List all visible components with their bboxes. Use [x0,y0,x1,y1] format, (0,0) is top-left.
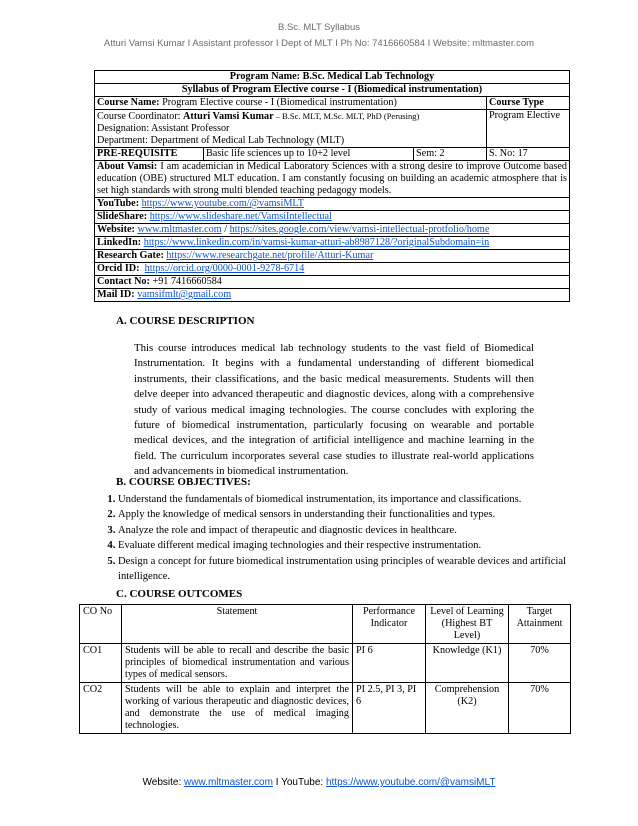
objective-item: 4. Evaluate different medical imaging technologies and their respective instrumentation. [118,538,568,553]
website-row: Website: www.mltmaster.com / https://sites.google.com/view/vamsi-intellectual-protfolio/home [95,224,570,237]
department: Department: Department of Medical Lab Technology (MLT) [97,135,345,146]
orcid-link[interactable]: https://orcid.org/0000-0001-9278-6714 [144,263,305,274]
coordinator-cell [95,110,487,148]
about-cell [95,161,570,198]
co-id: CO1 [80,644,122,683]
linkedin-row: LinkedIn: https://www.linkedin.com/in/vamsi-kumar-atturi-ab8987128/?originalSubdomain=in [95,237,570,250]
portfolio-link[interactable]: https://sites.google.com/view/vamsi-intellectual-protfolio/home [229,224,490,235]
contact-value: +91 7416660584 [149,276,222,287]
course-description-heading: A. COURSE DESCRIPTION [116,315,255,327]
course-objectives-heading: B. COURSE OBJECTIVES: [116,476,251,488]
linkedin-link[interactable]: https://www.linkedin.com/in/vamsi-kumar-atturi-ab8987128/?originalSubdomain=in [143,237,490,248]
co-pi: PI 2.5, PI 3, PI 6 [353,683,426,734]
header-level-of-learning: Level of Learning (Highest BT Level) [426,605,509,644]
objective-item: 2. Apply the knowledge of medical sensors in understanding their functionalities and types. [118,507,568,522]
serial-number: S. No: 17 [487,148,570,161]
coordinator-label: Course Coordinator: [97,111,184,122]
designation: Designation: Assistant Professor [97,123,230,134]
course-description-text: This course introduces medical lab technology students to the vast field of Biomedical Instrumentation. It begins with a fundamental understanding of different biomedical instruments, their classifications, and the basic medical measurements. Students will then delve deeper into advanced therapeutic and diagnostic devices, along with a comprehensive study of various medical imaging technologies. The course concludes with exploring the future of biomedical instrumentation, particularly focusing on wearable and portable medical devices, and the integration of artificial intelligence and machine learning in the field. The curriculum incorporates several case studies to illustrate real-world applications and advancements in biomedical instrumentation. [134,342,534,478]
header-author-line: Atturi Vamsi Kumar I Assistant professor I Dept of MLT I Ph No: 7416660584 I Website: mltmaster.com [103,38,535,49]
orcid-row: Orcid ID: https://orcid.org/0000-0001-9278-6714 [95,263,570,276]
coordinator-name: Atturi Vamsi Kumar [183,111,274,122]
researchgate-link[interactable]: https://www.researchgate.net/profile/Atturi-Kumar [166,250,374,261]
syllabus-title: Syllabus of Program Elective course - I (Biomedical instrumentation) [95,84,570,97]
youtube-row: YouTube: https://www.youtube.com/@vamsiMLT [95,198,570,211]
header-statement: Statement [122,605,353,644]
co-statement: Students will be able to explain and interpret the working of various therapeutic and diagnostic devices, and demonstrate the use of medical imaging technologies. [122,683,353,734]
objectives-list [94,492,568,584]
about-text: I am academician in Medical Laboratory Sciences with a strong desire to improve Outcome based education (OBE) structured MLT education. I am constantly focusing on building an academic atmosphere that is set high standards with strong multi blended teaching pedagogy models. [97,161,567,196]
co-target: 70% [509,644,571,683]
website-link[interactable]: www.mltmaster.com [137,224,222,235]
slideshare-link[interactable]: https://www.slideshare.net/VamsiIntellectual [149,211,332,222]
course-name-label: Course Name: [97,97,160,108]
footer-youtube-link[interactable]: https://www.youtube.com/@vamsiMLT [325,777,496,788]
contact-row: Contact No: +91 7416660584 [95,276,570,289]
objective-item: 3. Analyze the role and impact of therapeutic and diagnostic devices in healthcare. [118,523,568,538]
footer: Website: www.mltmaster.com I YouTube: https://www.youtube.com/@vamsiMLT [142,777,496,788]
about-label: About Vamsi: [97,161,158,172]
objective-item: 5. Design a concept for future biomedical instrumentation using principles of wearable devices and artificial intelligence. [118,554,568,585]
co-target: 70% [509,683,571,734]
table-row [80,683,571,734]
program-name: Program Name: B.Sc. Medical Lab Technology [95,71,570,84]
course-name-value: Program Elective course - I (Biomedical instrumentation) [159,97,397,108]
co-level: Comprehension (K2) [426,683,509,734]
coordinator-quals: – B.Sc. MLT, M.Sc. MLT, PhD (Perusing) [273,111,420,121]
course-outcomes-heading: C. COURSE OUTCOMES [116,588,243,600]
table-row [80,644,571,683]
slideshare-row: SlideShare: https://www.slideshare.net/VamsiIntellectual [95,211,570,224]
co-statement: Students will be able to recall and describe the basic principles of biomedical instrumentation and various types of medical sensors. [122,644,353,683]
course-name-cell [95,97,487,110]
header-performance-indicator: Performance Indicator [353,605,426,644]
researchgate-row: Research Gate: https://www.researchgate.net/profile/Atturi-Kumar [95,250,570,263]
co-level: Knowledge (K1) [426,644,509,683]
semester: Sem: 2 [414,148,487,161]
program-info-table [94,70,570,302]
prereq-label: PRE-REQUISITE [95,148,204,161]
course-type-label: Course Type [487,97,570,110]
header-co-no: CO No [80,605,122,644]
youtube-link[interactable]: https://www.youtube.com/@vamsiMLT [141,198,304,209]
course-type-value: Program Elective [487,110,570,148]
header-title: B.Sc. MLT Syllabus [277,22,360,33]
mail-row: Mail ID: vamsifmlt@gmail.com [95,289,570,302]
table-header-row [80,605,571,644]
co-pi: PI 6 [353,644,426,683]
footer-website-link[interactable]: www.mltmaster.com [184,777,273,788]
prereq-value: Basic life sciences up to 10+2 level [204,148,414,161]
header-target-attainment: Target Attainment [509,605,571,644]
co-id: CO2 [80,683,122,734]
course-outcomes-table [79,604,571,734]
objective-item: 1. Understand the fundamentals of biomedical instrumentation, its importance and classifications. [118,492,568,507]
mail-link[interactable]: vamsifmlt@gmail.com [137,289,232,300]
